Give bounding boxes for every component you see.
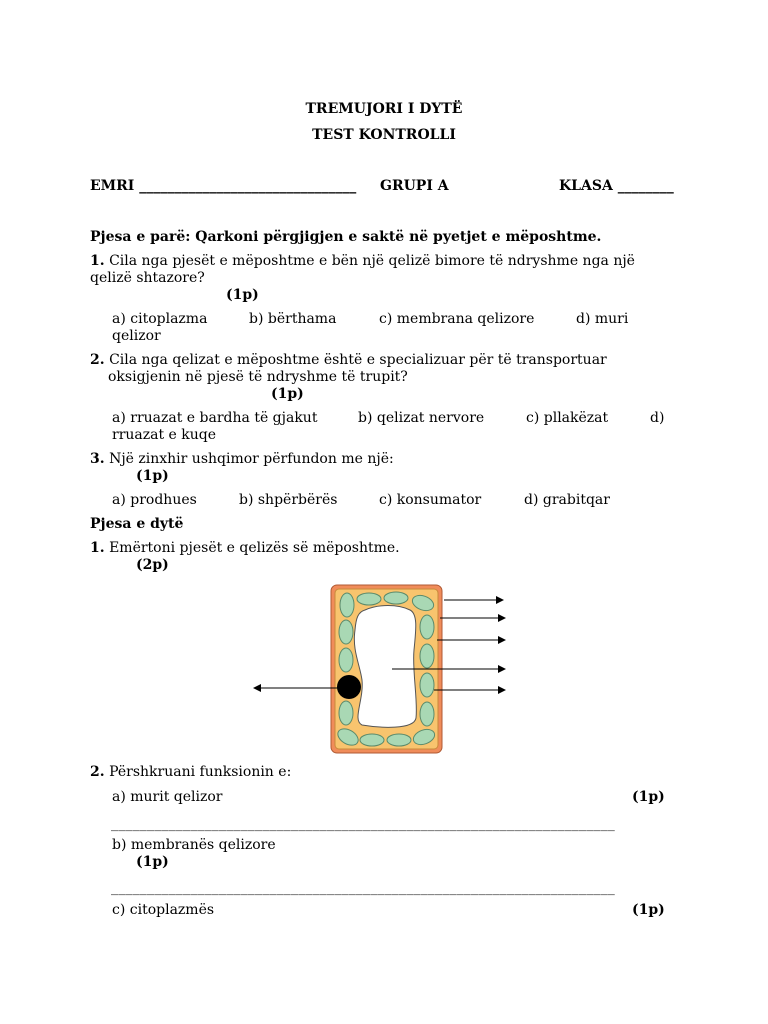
q1-option-b[interactable]: b) bërthama <box>249 311 337 327</box>
answer-line-a[interactable]: ______________________________________________________________________ <box>111 816 615 832</box>
q2-number: 2. <box>90 352 105 368</box>
q3-option-a[interactable]: a) prodhues <box>112 492 197 508</box>
q3-option-b[interactable]: b) shpërbërës <box>239 492 338 508</box>
chloroplast <box>420 644 434 668</box>
q3-number: 3. <box>90 451 105 467</box>
q3-option-c[interactable]: c) konsumator <box>379 492 482 508</box>
part2-heading: Pjesa e dytë <box>90 516 184 532</box>
title-test: TEST KONTROLLI <box>312 127 456 143</box>
question-1 <box>90 253 635 270</box>
p2q2-item-a-points: (1p) <box>632 789 665 805</box>
name-field[interactable]: EMRI _______________________________ <box>90 178 357 194</box>
q1-points: (1p) <box>226 287 259 303</box>
chloroplast <box>339 648 353 672</box>
part1-heading: Pjesa e parë: Qarkoni përgjigjen e saktë në pyetjet e mëposhtme. <box>90 229 602 245</box>
answer-line-b[interactable]: ______________________________________________________________________ <box>111 880 615 896</box>
chloroplast <box>387 734 411 746</box>
vacuole <box>354 606 416 728</box>
nucleus <box>337 675 361 699</box>
p2q2-item-a: a) murit qelizor <box>112 789 223 805</box>
chloroplast <box>420 702 434 726</box>
part2-question-2 <box>90 764 291 781</box>
q2-option-c[interactable]: c) pllakëzat <box>526 410 609 426</box>
chloroplast <box>339 701 353 725</box>
q3-text: Një zinxhir ushqimor përfundon me një: <box>104 451 394 467</box>
plant-cell-diagram <box>0 570 768 770</box>
q2-text-line2: oksigjenin në pjesë të ndryshme të trupit? <box>108 369 408 385</box>
p2q2-number: 2. <box>90 764 105 780</box>
q2-option-d[interactable]: d) <box>650 410 665 426</box>
class-field[interactable]: KLASA ________ <box>559 178 674 194</box>
question-2 <box>90 352 607 369</box>
q1-option-a[interactable]: a) citoplazma <box>112 311 208 327</box>
p2q1-points: (2p) <box>136 557 169 573</box>
q1-text-line2: qelizë shtazore? <box>90 270 205 286</box>
p2q2-text: Përshkruani funksionin e: <box>104 764 292 780</box>
q2-text: Cila nga qelizat e mëposhtme është e specializuar për të transportuar <box>104 352 607 368</box>
q2-points: (1p) <box>271 386 304 402</box>
chloroplast <box>420 673 434 697</box>
p2q1-number: 1. <box>90 540 105 556</box>
q2-option-d-cont[interactable]: rruazat e kuqe <box>112 427 217 443</box>
q1-option-d-cont[interactable]: qelizor <box>112 328 161 344</box>
chloroplast <box>339 620 353 644</box>
group-label: GRUPI A <box>380 178 449 194</box>
p2q2-item-b-points: (1p) <box>136 854 169 870</box>
q3-points: (1p) <box>136 468 169 484</box>
p2q1-text: Emërtoni pjesët e qelizës së mëposhtme. <box>104 540 400 556</box>
question-3 <box>90 451 394 468</box>
q2-option-a[interactable]: a) rruazat e bardha të gjakut <box>112 410 318 426</box>
q1-number: 1. <box>90 253 105 269</box>
q1-option-d[interactable]: d) muri <box>576 311 629 327</box>
chloroplast <box>420 615 434 639</box>
chloroplast <box>357 593 381 605</box>
p2q2-item-b: b) membranës qelizore <box>112 837 276 853</box>
q1-option-c[interactable]: c) membrana qelizore <box>379 311 535 327</box>
q1-text: Cila nga pjesët e mëposhtme e bën një qelizë bimore të ndryshme nga një <box>104 253 635 269</box>
p2q2-item-c-points: (1p) <box>632 902 665 918</box>
p2q2-item-c: c) citoplazmës <box>112 902 215 918</box>
q3-option-d[interactable]: d) grabitqar <box>524 492 610 508</box>
chloroplast <box>384 592 408 604</box>
chloroplast <box>360 734 384 746</box>
part2-question-1 <box>90 540 400 557</box>
q2-option-b[interactable]: b) qelizat nervore <box>358 410 485 426</box>
chloroplast <box>340 593 354 617</box>
title-term: TREMUJORI I DYTË <box>305 101 463 117</box>
